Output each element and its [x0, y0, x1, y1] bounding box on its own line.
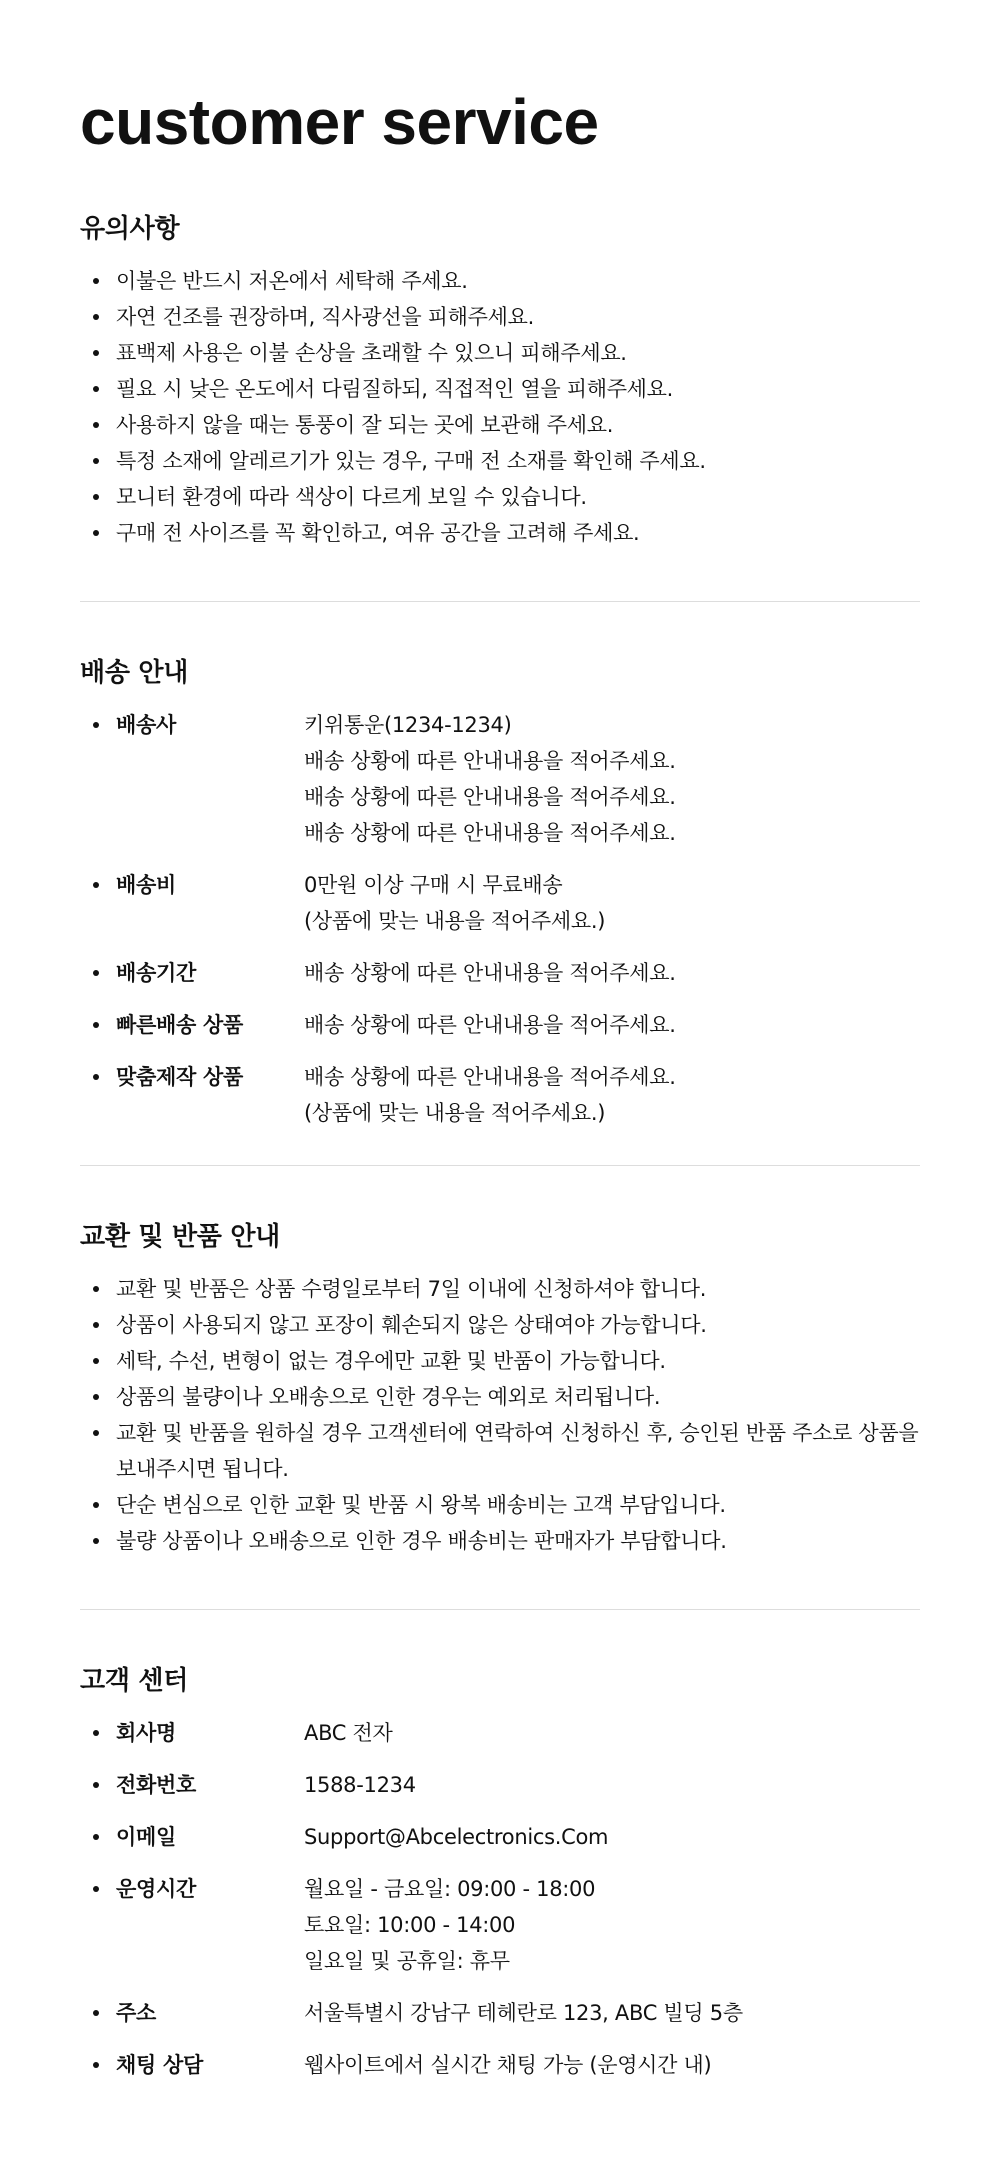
section-divider	[80, 601, 920, 602]
list-item: 모니터 환경에 따라 색상이 다르게 보일 수 있습니다.	[80, 479, 920, 515]
row-values	[304, 1819, 920, 1855]
row-value-line: 월요일 - 금요일: 09:00 - 18:00	[304, 1877, 596, 1901]
list-item: 표백제 사용은 이불 손상을 초래할 수 있으니 피해주세요.	[80, 335, 920, 371]
list-item: 구매 전 사이즈를 꼭 확인하고, 여유 공간을 고려해 주세요.	[80, 515, 920, 551]
row-value-line: (상품에 맞는 내용을 적어주세요.)	[304, 1101, 606, 1125]
row-label: 배송사	[116, 713, 176, 737]
shipping-heading: 배송 안내	[80, 658, 189, 688]
row-values	[304, 1715, 920, 1751]
list-item: 교환 및 반품은 상품 수령일로부터 7일 이내에 신청하셔야 합니다.	[80, 1271, 920, 1307]
list-item: 교환 및 반품을 원하실 경우 고객센터에 연락하여 신청하신 후, 승인된 반품 주소로 상품을 보내주시면 됩니다.	[80, 1415, 920, 1487]
row-label: 이메일	[116, 1825, 176, 1849]
row-values	[304, 1059, 920, 1131]
support-row-phone	[80, 1767, 920, 1803]
list-item: 특정 소재에 알레르기가 있는 경우, 구매 전 소재를 확인해 주세요.	[80, 443, 920, 479]
list-item: 이불은 반드시 저온에서 세탁해 주세요.	[80, 263, 920, 299]
row-label: 운영시간	[116, 1877, 196, 1901]
list-item: 상품의 불량이나 오배송으로 인한 경우는 예외로 처리됩니다.	[80, 1379, 920, 1415]
row-values	[304, 1007, 920, 1043]
row-values	[304, 2047, 920, 2083]
support-heading: 고객 센터	[80, 1666, 189, 1696]
list-item: 세탁, 수선, 변형이 없는 경우에만 교환 및 반품이 가능합니다.	[80, 1343, 920, 1379]
row-label: 채팅 상담	[116, 2053, 203, 2077]
row-value-line: 배송 상황에 따른 안내내용을 적어주세요.	[304, 785, 676, 809]
row-value-line: 배송 상황에 따른 안내내용을 적어주세요.	[304, 821, 676, 845]
row-value-line: (상품에 맞는 내용을 적어주세요.)	[304, 909, 606, 933]
support-list	[80, 1715, 920, 2083]
list-item: 사용하지 않을 때는 통풍이 잘 되는 곳에 보관해 주세요.	[80, 407, 920, 443]
list-item: 필요 시 낮은 온도에서 다림질하되, 직접적인 열을 피해주세요.	[80, 371, 920, 407]
precautions-section	[80, 208, 920, 551]
row-values	[304, 1995, 920, 2031]
row-label: 빠른배송 상품	[116, 1013, 243, 1037]
section-divider	[80, 1609, 920, 1610]
row-values	[304, 1871, 920, 1979]
returns-heading: 교환 및 반품 안내	[80, 1222, 280, 1252]
list-item: 상품이 사용되지 않고 포장이 훼손되지 않은 상태여야 가능합니다.	[80, 1307, 920, 1343]
row-label: 배송기간	[116, 961, 196, 985]
returns-section	[80, 1216, 920, 1559]
row-values	[304, 955, 920, 991]
page-title: customer service	[80, 86, 599, 158]
list-item: 불량 상품이나 오배송으로 인한 경우 배송비는 판매자가 부담합니다.	[80, 1523, 920, 1559]
precautions-list	[80, 263, 920, 551]
row-label: 주소	[116, 2001, 156, 2025]
row-value-line: 키위통운(1234-1234)	[304, 713, 512, 737]
row-label: 배송비	[116, 873, 176, 897]
row-value-line: 배송 상황에 따른 안내내용을 적어주세요.	[304, 1013, 676, 1037]
row-value-line: 일요일 및 공휴일: 휴무	[304, 1949, 510, 1973]
support-row-address	[80, 1995, 920, 2031]
row-values	[304, 1767, 920, 1803]
precautions-heading: 유의사항	[80, 214, 180, 244]
list-item: 자연 건조를 권장하며, 직사광선을 피해주세요.	[80, 299, 920, 335]
shipping-row-custom	[80, 1059, 920, 1131]
shipping-row-fee	[80, 867, 920, 939]
returns-list	[80, 1271, 920, 1559]
row-value-line: 배송 상황에 따른 안내내용을 적어주세요.	[304, 961, 676, 985]
row-value-line: ABC 전자	[304, 1721, 393, 1745]
row-values	[304, 867, 920, 939]
shipping-row-period	[80, 955, 920, 991]
row-label: 회사명	[116, 1721, 176, 1745]
row-value-line: 토요일: 10:00 - 14:00	[304, 1913, 516, 1937]
row-value-line: 1588-1234	[304, 1773, 416, 1797]
row-value-line: Support@Abcelectronics.Com	[304, 1825, 609, 1849]
shipping-list	[80, 707, 920, 1131]
row-label: 전화번호	[116, 1773, 196, 1797]
row-value-line: 웹사이트에서 실시간 채팅 가능 (운영시간 내)	[304, 2053, 712, 2077]
support-row-email	[80, 1819, 920, 1855]
support-section	[80, 1660, 920, 2083]
shipping-row-express	[80, 1007, 920, 1043]
row-value-line: 서울특별시 강남구 테헤란로 123, ABC 빌딩 5층	[304, 2001, 743, 2025]
row-values	[304, 707, 920, 851]
support-row-chat	[80, 2047, 920, 2083]
support-row-company	[80, 1715, 920, 1751]
row-value-line: 0만원 이상 구매 시 무료배송	[304, 873, 563, 897]
list-item: 단순 변심으로 인한 교환 및 반품 시 왕복 배송비는 고객 부담입니다.	[80, 1487, 920, 1523]
support-row-hours	[80, 1871, 920, 1979]
row-value-line: 배송 상황에 따른 안내내용을 적어주세요.	[304, 749, 676, 773]
shipping-section	[80, 652, 920, 1131]
shipping-row-carrier	[80, 707, 920, 851]
section-divider	[80, 1165, 920, 1166]
row-value-line: 배송 상황에 따른 안내내용을 적어주세요.	[304, 1065, 676, 1089]
row-label: 맞춤제작 상품	[116, 1065, 243, 1089]
